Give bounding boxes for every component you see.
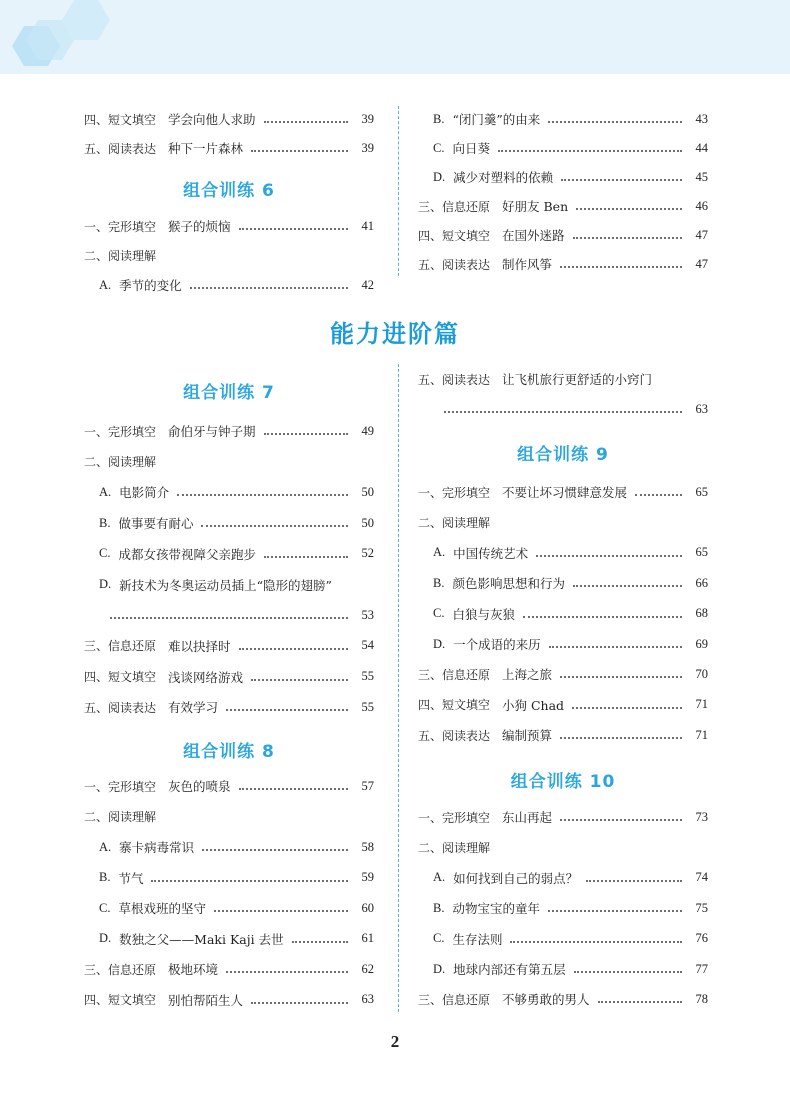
toc-subitem-row — [433, 167, 708, 187]
entry-title: 难以抉择时 — [168, 638, 231, 654]
page-ref: 39 — [361, 140, 374, 155]
group-6-heading: 组合训练 6 — [183, 181, 275, 201]
toc-section-row — [418, 725, 708, 745]
dot-leader — [560, 266, 682, 268]
page-ref: 78 — [695, 991, 708, 1006]
page-ref: 73 — [695, 809, 708, 824]
dot-leader — [573, 585, 682, 587]
toc-subitem-row — [99, 929, 374, 949]
section-label: 四、短文填空 — [418, 698, 491, 713]
toc-subitem-row — [433, 868, 708, 888]
entry-title: 别怕帮陌生人 — [168, 992, 244, 1008]
page-ref: 61 — [361, 931, 374, 945]
dot-leader — [190, 287, 348, 289]
entry-title: 成都女孩带视障父亲跑步 — [118, 546, 256, 562]
item-letter: D. — [99, 931, 112, 945]
toc-subitem-row — [99, 513, 374, 533]
page-ref: 76 — [695, 931, 708, 946]
entry-title: 做事要有耐心 — [118, 516, 194, 532]
toc-section-row — [418, 837, 708, 857]
dot-leader — [561, 179, 682, 181]
dot-leader — [251, 679, 348, 681]
page-ref: 63 — [695, 401, 708, 416]
toc-subitem-row — [433, 138, 708, 158]
toc-section-row — [84, 807, 374, 827]
toc-subitem-row — [99, 275, 374, 295]
toc-section-row — [418, 664, 708, 684]
page-ref: 39 — [361, 111, 374, 126]
toc-section-row — [84, 109, 374, 129]
dot-leader — [202, 849, 348, 851]
toc-subitem-row — [433, 543, 708, 563]
toc-section-row — [84, 959, 374, 979]
dot-leader — [572, 707, 682, 709]
section-label: 三、信息还原 — [84, 639, 157, 654]
page-ref: 53 — [361, 607, 374, 622]
toc-section-row — [84, 667, 374, 687]
toc-section-row — [84, 421, 374, 441]
toc-subitem-row — [433, 109, 708, 129]
item-letter: B. — [433, 575, 445, 590]
section-label: 五、阅读表达 — [418, 372, 491, 387]
item-letter: A. — [99, 839, 112, 854]
toc-continuation-row — [110, 605, 374, 625]
entry-title: 中国传统艺术 — [453, 545, 529, 561]
item-letter: B. — [99, 515, 111, 530]
entry-title: 有效学习 — [168, 700, 219, 716]
page-ref: 71 — [695, 697, 708, 712]
section-label: 二、阅读理解 — [84, 810, 157, 824]
page-ref: 58 — [361, 839, 374, 854]
page-ref: 42 — [361, 277, 374, 292]
column-divider-bottom — [398, 364, 399, 1012]
page-ref: 60 — [361, 900, 374, 915]
toc-section-row — [418, 512, 708, 532]
page-ref: 75 — [695, 900, 708, 915]
toc-section-row — [418, 989, 708, 1009]
item-letter: D. — [433, 636, 446, 651]
page-ref: 63 — [361, 992, 374, 1006]
page-ref: 66 — [695, 575, 708, 590]
dot-leader — [523, 616, 682, 618]
entry-title: 向日葵 — [452, 141, 490, 156]
toc-section-row — [84, 636, 374, 656]
entry-title: 节气 — [118, 870, 144, 886]
section-label: 四、短文填空 — [84, 112, 157, 127]
page-ref: 65 — [695, 545, 708, 560]
section-label: 三、信息还原 — [418, 992, 491, 1007]
entry-title: 不要让坏习惯肆意发展 — [502, 485, 628, 500]
section-label: 五、阅读表达 — [84, 700, 157, 715]
toc-section-row — [418, 196, 708, 216]
item-letter: A. — [433, 870, 446, 885]
entry-title: 数独之父——Maki Kaji 去世 — [119, 931, 284, 947]
entry-title: 颜色影响思想和行为 — [452, 576, 565, 592]
dot-leader — [536, 555, 682, 557]
section-label: 四、短文填空 — [84, 993, 157, 1007]
section-label: 三、信息还原 — [418, 667, 491, 682]
toc-subitem-row — [433, 573, 708, 593]
dot-leader — [574, 971, 682, 973]
page-ref: 44 — [695, 140, 708, 155]
section-label: 一、完形填空 — [84, 219, 157, 234]
item-letter: C. — [433, 606, 445, 621]
section-label: 三、信息还原 — [418, 199, 491, 214]
entry-title: 制作风筝 — [502, 257, 553, 272]
item-letter: D. — [99, 577, 112, 591]
toc-subitem-row — [433, 959, 708, 979]
page-ref: 59 — [361, 870, 374, 884]
dot-leader — [586, 880, 682, 882]
section-label: 二、阅读理解 — [418, 515, 491, 530]
entry-title: 小狗 Chad — [502, 697, 565, 713]
section-label: 二、阅读理解 — [84, 455, 157, 470]
entry-title: 种下一片森林 — [168, 141, 244, 156]
item-letter: B. — [99, 870, 111, 884]
dot-leader — [177, 494, 348, 496]
page-ref: 43 — [695, 111, 708, 126]
section-label: 二、阅读理解 — [84, 249, 157, 263]
toc-section-row — [418, 369, 708, 389]
dot-leader — [510, 941, 682, 943]
entry-title: 猴子的烦恼 — [168, 219, 231, 234]
entry-title: 让飞机旅行更舒适的小窍门 — [502, 372, 653, 387]
section-label: 四、短文填空 — [418, 228, 491, 243]
toc-section-row — [418, 254, 708, 274]
toc-section-row — [84, 990, 374, 1010]
item-letter: A. — [99, 277, 112, 292]
page-ref: 71 — [695, 727, 708, 742]
page-ref: 65 — [695, 484, 708, 499]
dot-leader — [292, 941, 348, 943]
page-ref: 62 — [361, 961, 374, 976]
page-ref: 46 — [695, 198, 708, 213]
toc-subitem-row — [99, 482, 374, 502]
entry-title: 编制预算 — [502, 728, 553, 744]
entry-title: 学会向他人求助 — [168, 112, 256, 127]
page-ref: 47 — [695, 227, 708, 242]
entry-title: 浅谈网络游戏 — [168, 669, 244, 685]
item-letter: A. — [433, 545, 446, 560]
group-9-heading: 组合训练 9 — [517, 445, 609, 465]
dot-leader — [549, 646, 682, 648]
dot-leader — [598, 1001, 682, 1003]
page-ref: 57 — [361, 778, 374, 793]
toc-subitem-row — [433, 634, 708, 654]
page-ref: 70 — [695, 666, 708, 681]
toc-subitem-row — [99, 868, 374, 888]
toc-section-row — [84, 776, 374, 796]
dot-leader — [239, 648, 348, 650]
page-ref: 45 — [695, 169, 708, 184]
item-letter: C. — [99, 546, 111, 561]
entry-title: 俞伯牙与钟子期 — [168, 424, 256, 439]
page-ref: 50 — [361, 515, 374, 530]
dot-leader — [560, 819, 682, 821]
toc-subitem-row — [99, 898, 374, 918]
item-letter: D. — [433, 169, 446, 184]
part-title: 能力进阶篇 — [330, 320, 460, 348]
dot-leader — [548, 121, 682, 123]
section-label: 五、阅读表达 — [84, 141, 157, 156]
toc-section-row — [84, 697, 374, 717]
section-label: 一、完形填空 — [84, 424, 157, 439]
item-letter: B. — [433, 900, 445, 915]
toc-continuation-row — [444, 399, 708, 419]
dot-leader — [151, 880, 348, 882]
toc-subitem-row — [433, 604, 708, 624]
section-label: 一、完形填空 — [418, 485, 491, 500]
dot-leader — [560, 737, 682, 739]
dot-leader — [264, 556, 348, 558]
entry-title: 灰色的喷泉 — [168, 779, 231, 794]
page-ref: 55 — [361, 699, 374, 714]
toc-subitem-row — [433, 898, 708, 918]
dot-leader — [264, 121, 348, 123]
dot-leader — [264, 433, 348, 435]
section-label: 一、完形填空 — [418, 810, 491, 825]
entry-title: 一个成语的来历 — [453, 637, 541, 652]
entry-title: 草根戏班的坚守 — [118, 901, 206, 916]
page-ref: 49 — [361, 423, 374, 438]
page-number: 2 — [390, 1032, 400, 1051]
entry-title: 白狼与灰狼 — [452, 606, 515, 622]
dot-leader — [226, 709, 348, 711]
dot-leader — [444, 411, 682, 413]
entry-title: 上海之旅 — [502, 667, 553, 683]
hexagon-decoration-icon — [0, 0, 130, 80]
page-ref: 50 — [361, 484, 374, 499]
toc-section-row — [84, 246, 374, 266]
entry-title: 如何找到自己的弱点？ — [453, 870, 579, 886]
entry-title: 在国外迷路 — [502, 228, 565, 243]
section-label: 一、完形填空 — [84, 779, 157, 794]
toc-section-row — [418, 695, 708, 715]
item-letter: D. — [433, 961, 446, 976]
page-ref: 54 — [361, 638, 374, 653]
column-divider-top — [398, 106, 399, 276]
page-ref: 55 — [361, 669, 374, 684]
dot-leader — [251, 1002, 348, 1004]
item-letter: B. — [433, 111, 445, 126]
group-7-heading: 组合训练 7 — [183, 383, 275, 403]
entry-title: 新技术为冬奥运动员插上“隐形的翅膀” — [119, 577, 332, 593]
dot-leader — [251, 150, 348, 152]
page-ref: 74 — [695, 870, 708, 885]
entry-title: 减少对塑料的依赖 — [453, 170, 554, 185]
dot-leader — [239, 788, 348, 790]
group-8-heading: 组合训练 8 — [183, 742, 275, 762]
entry-title: 极地环境 — [168, 962, 219, 977]
dot-leader — [239, 228, 348, 230]
toc-section-row — [418, 225, 708, 245]
section-label: 五、阅读表达 — [418, 728, 491, 743]
section-label: 二、阅读理解 — [418, 840, 491, 855]
toc-section-row — [418, 807, 708, 827]
dot-leader — [201, 525, 348, 527]
group-10-heading: 组合训练 10 — [510, 772, 616, 792]
dot-leader — [635, 494, 682, 496]
section-label: 四、短文填空 — [84, 670, 157, 685]
entry-title: 好朋友 Ben — [502, 199, 569, 214]
entry-title: 动物宝宝的童年 — [452, 901, 540, 917]
page-ref: 77 — [695, 961, 708, 976]
dot-leader — [214, 910, 348, 912]
entry-title: 生存法则 — [452, 931, 503, 947]
toc-section-row — [418, 482, 708, 502]
dot-leader — [560, 676, 682, 678]
toc-subitem-row — [433, 929, 708, 949]
item-letter: C. — [99, 900, 111, 915]
entry-title: 电影简介 — [119, 485, 170, 501]
section-label: 三、信息还原 — [84, 962, 157, 977]
dot-leader — [498, 150, 682, 152]
toc-subitem-row — [99, 575, 374, 595]
page-ref: 69 — [695, 636, 708, 651]
page-ref: 47 — [695, 256, 708, 271]
entry-title: “闭门羹”的由来 — [452, 112, 541, 127]
page-ref: 52 — [361, 546, 374, 561]
entry-title: 东山再起 — [502, 810, 553, 825]
dot-leader — [573, 237, 682, 239]
section-label: 五、阅读表达 — [418, 257, 491, 272]
toc-section-row — [84, 138, 374, 158]
dot-leader — [548, 910, 682, 912]
entry-title: 不够勇敢的男人 — [502, 992, 590, 1008]
entry-title: 季节的变化 — [119, 278, 182, 293]
toc-section-row — [84, 216, 374, 236]
toc-subitem-row — [99, 544, 374, 564]
entry-title: 地球内部还有第五层 — [453, 962, 566, 977]
toc-subitem-row — [99, 837, 374, 857]
item-letter: C. — [433, 931, 445, 946]
toc-section-row — [84, 452, 374, 472]
dot-leader — [110, 617, 348, 619]
item-letter: A. — [99, 484, 112, 499]
page-ref: 68 — [695, 606, 708, 621]
entry-title: 寨卡病毒常识 — [119, 840, 195, 855]
dot-leader — [226, 971, 348, 973]
page-ref: 41 — [361, 218, 374, 233]
dot-leader — [576, 208, 682, 210]
item-letter: C. — [433, 140, 445, 155]
